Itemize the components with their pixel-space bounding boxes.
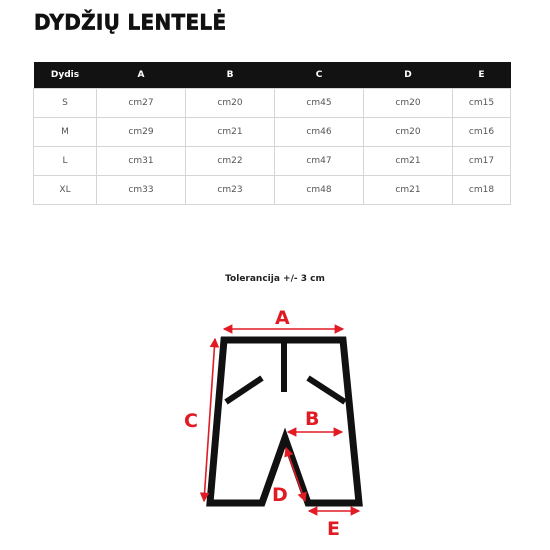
table-cell: cm23: [186, 176, 275, 205]
table-cell: cm29: [97, 118, 186, 147]
size-table: [33, 62, 511, 205]
header-a: A: [97, 62, 186, 89]
label-d: D: [272, 484, 288, 506]
table-row: [34, 118, 511, 147]
table-cell: cm21: [364, 147, 453, 176]
header-size: Dydis: [34, 62, 97, 89]
table-cell: cm21: [364, 176, 453, 205]
label-e: E: [327, 518, 340, 540]
table-cell: cm45: [275, 89, 364, 118]
table-cell: cm27: [97, 89, 186, 118]
header-d: D: [364, 62, 453, 89]
table-cell: S: [34, 89, 97, 118]
left-pocket-line: [226, 378, 262, 402]
table-cell: cm21: [186, 118, 275, 147]
header-c: C: [275, 62, 364, 89]
right-pocket-line: [308, 378, 345, 402]
label-a: A: [275, 307, 290, 329]
label-c: C: [184, 410, 198, 432]
table-cell: cm46: [275, 118, 364, 147]
table-cell: cm47: [275, 147, 364, 176]
table-cell: M: [34, 118, 97, 147]
table-cell: L: [34, 147, 97, 176]
table-row: [34, 176, 511, 205]
header-e: E: [453, 62, 511, 89]
table-cell: cm20: [364, 89, 453, 118]
tolerance-note: Tolerancija +/- 3 cm: [225, 274, 325, 284]
table-cell: cm15: [453, 89, 511, 118]
table-cell: cm31: [97, 147, 186, 176]
shorts-diagram: [180, 300, 380, 545]
table-cell: cm18: [453, 176, 511, 205]
header-b: B: [186, 62, 275, 89]
page-title: DYDŽIŲ LENTELĖ: [34, 9, 227, 35]
table-cell: cm17: [453, 147, 511, 176]
table-cell: cm48: [275, 176, 364, 205]
table-cell: cm22: [186, 147, 275, 176]
label-b: B: [305, 408, 320, 430]
table-cell: cm20: [364, 118, 453, 147]
table-cell: cm20: [186, 89, 275, 118]
table-row: [34, 147, 511, 176]
table-row: [34, 89, 511, 118]
measure-d-line: [286, 448, 305, 501]
table-header-row: [34, 62, 511, 89]
table-cell: cm16: [453, 118, 511, 147]
table-cell: XL: [34, 176, 97, 205]
table-cell: cm33: [97, 176, 186, 205]
